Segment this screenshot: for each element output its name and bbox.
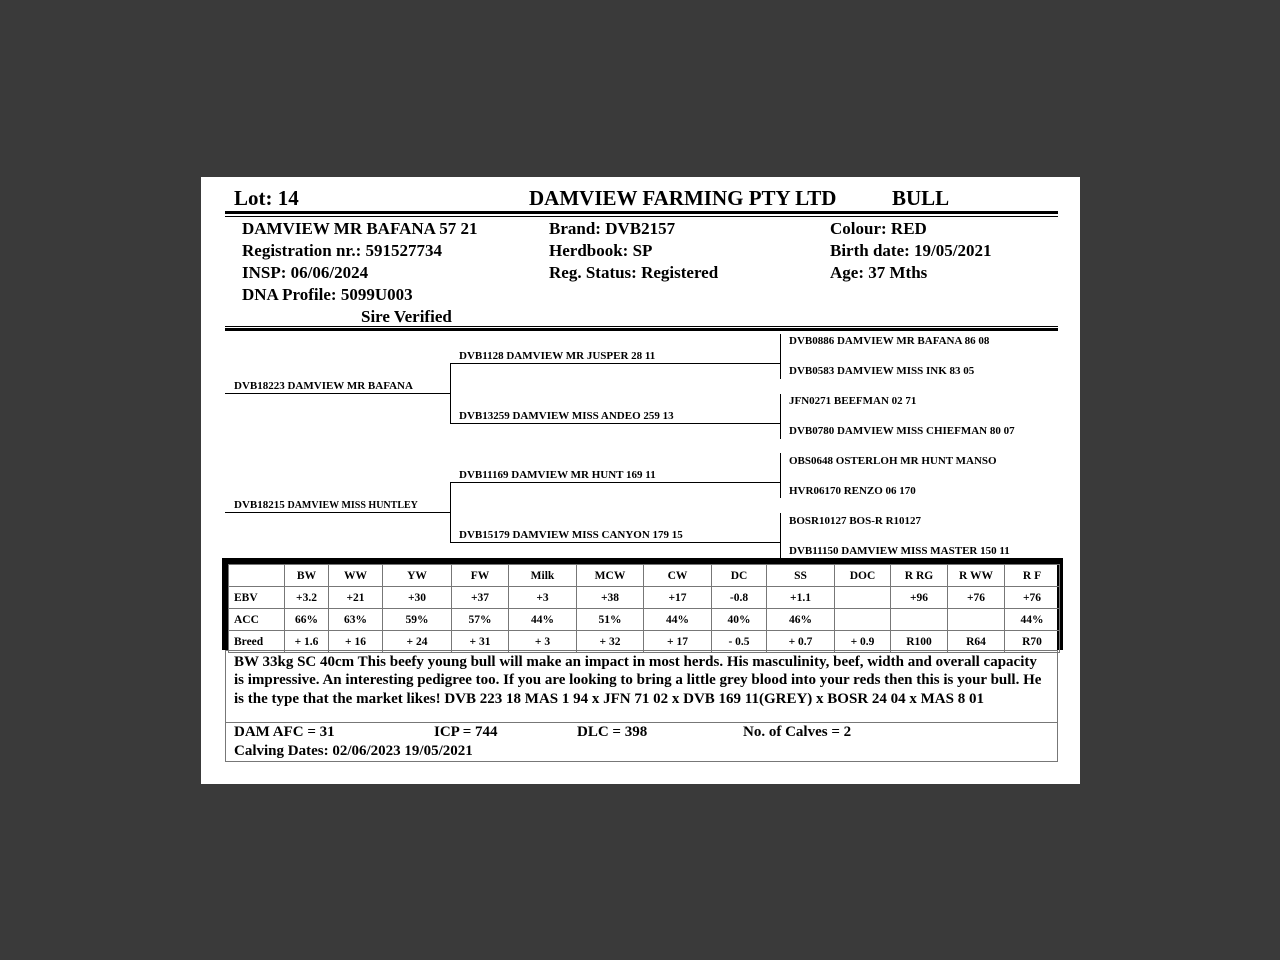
herdbook: Herdbook: SP: [549, 241, 653, 260]
ebv-cell: +1.1: [767, 587, 835, 609]
dd-bracket: [780, 513, 781, 558]
pedigree-dam-dam: DVB15179 DAMVIEW MISS CANYON 179 15: [459, 529, 683, 541]
ebv-cell: + 16: [329, 631, 383, 653]
dd-line: [450, 542, 780, 543]
dam-afc: DAM AFC = 31: [234, 724, 335, 740]
ebv-cell: +21: [329, 587, 383, 609]
pedigree-sire-dam: DVB13259 DAMVIEW MISS ANDEO 259 13: [459, 410, 674, 422]
animal-type: BULL: [892, 186, 950, 210]
ebv-cell: +37: [452, 587, 509, 609]
ebv-cell: + 0.9: [835, 631, 891, 653]
ebv-header-cell: SS: [767, 565, 835, 587]
ebv-cell: 46%: [767, 609, 835, 631]
dna-profile: DNA Profile: 5099U003: [242, 285, 413, 304]
ebv-cell: - 0.5: [712, 631, 767, 653]
pedigree-sire: DVB18223 DAMVIEW MR BAFANA: [234, 380, 413, 392]
pedigree-rule-thick: [225, 328, 1058, 331]
ebv-header-cell: MCW: [577, 565, 644, 587]
ebv-cell: +3: [509, 587, 577, 609]
pedigree-sds: JFN0271 BEEFMAN 02 71: [789, 395, 917, 407]
ebv-header-cell: R RG: [891, 565, 948, 587]
ebv-header-cell: YW: [383, 565, 452, 587]
pedigree-sdd: DVB0780 DAMVIEW MISS CHIEFMAN 80 07: [789, 425, 1015, 437]
ebv-cell: + 3: [509, 631, 577, 653]
animal-name: DAMVIEW MR BAFANA 57 21: [242, 219, 478, 238]
ebv-header-cell: R WW: [948, 565, 1005, 587]
pedigree-sss: DVB0886 DAMVIEW MR BAFANA 86 08: [789, 335, 990, 347]
calving-dates: Calving Dates: 02/06/2023 19/05/2021: [234, 743, 473, 759]
registration-number: Registration nr.: 591527734: [242, 241, 443, 260]
ebv-cell: + 32: [577, 631, 644, 653]
ebv-cell: 59%: [383, 609, 452, 631]
lot-card: [201, 177, 1080, 784]
ebv-table: [228, 564, 1060, 653]
ebv-cell: 44%: [1005, 609, 1060, 631]
pedigree-dss: OBS0648 OSTERLOH MR HUNT MANSO: [789, 455, 997, 467]
pedigree-dds: BOSR10127 BOS-R R10127: [789, 515, 922, 527]
ebv-header-cell: BW: [285, 565, 329, 587]
reg-status: Reg. Status: Registered: [549, 263, 719, 282]
ebv-cell: R100: [891, 631, 948, 653]
ebv-cell: 44%: [509, 609, 577, 631]
ebv-header-cell: DOC: [835, 565, 891, 587]
header-rule-thin: [225, 216, 1058, 217]
ebv-cell: +17: [644, 587, 712, 609]
sd-line: [450, 423, 780, 424]
ebv-cell: +30: [383, 587, 452, 609]
ebv-cell: 57%: [452, 609, 509, 631]
brand: Brand: DVB2157: [549, 219, 676, 238]
ebv-cell: 66%: [285, 609, 329, 631]
ebv-cell: 51%: [577, 609, 644, 631]
dam-stats: [225, 723, 1058, 762]
ebv-cell: + 31: [452, 631, 509, 653]
ebv-cell: -0.8: [712, 587, 767, 609]
dam-bracket: [450, 482, 451, 543]
ebv-header-cell: R F: [1005, 565, 1060, 587]
insp-date: INSP: 06/06/2024: [242, 263, 369, 282]
header-rule-thick: [225, 211, 1058, 214]
number-of-calves: No. of Calves = 2: [743, 724, 852, 740]
ebv-cell: [948, 609, 1005, 631]
ebv-cell: + 1.6: [285, 631, 329, 653]
pedigree-rule-thin: [225, 326, 1058, 327]
ebv-cell: R70: [1005, 631, 1060, 653]
ebv-cell: 44%: [644, 609, 712, 631]
ebv-cell: 63%: [329, 609, 383, 631]
ebv-cell: +3.2: [285, 587, 329, 609]
ebv-cell: + 24: [383, 631, 452, 653]
ebv-cell: [835, 587, 891, 609]
ebv-header-cell: WW: [329, 565, 383, 587]
birth-date: Birth date: 19/05/2021: [830, 241, 992, 260]
sd-bracket: [780, 394, 781, 439]
pedigree-dam: DVB18215 DAMVIEW MISS HUNTLEY: [234, 499, 418, 511]
sire-line: [225, 393, 450, 394]
ebv-header-cell: CW: [644, 565, 712, 587]
sire-bracket: [450, 363, 451, 424]
ebv-header-cell: [229, 565, 285, 587]
ebv-cell: [891, 609, 948, 631]
ds-bracket: [780, 453, 781, 498]
ss-bracket: [780, 334, 781, 379]
icp: ICP = 744: [434, 724, 498, 740]
ebv-row: [229, 609, 1060, 631]
age: Age: 37 Mths: [830, 263, 928, 282]
ss-line: [450, 363, 780, 364]
pedigree-ssd: DVB0583 DAMVIEW MISS INK 83 05: [789, 365, 975, 377]
sire-verified: Sire Verified: [361, 307, 452, 326]
ds-line: [450, 482, 780, 483]
pedigree-dam-sire: DVB11169 DAMVIEW MR HUNT 169 11: [459, 469, 656, 481]
dam-line: [225, 512, 450, 513]
ebv-row: [229, 587, 1060, 609]
ebv-row-label: Breed: [229, 631, 285, 653]
ebv-header-cell: DC: [712, 565, 767, 587]
ebv-cell: R64: [948, 631, 1005, 653]
comments: BW 33kg SC 40cm This beefy young bull will make an impact in most herds. His masculinity, beef, width and overall capacity is impressive. An interesting pedigree too. If you are looking to bring a little grey blood into your reds then this is your bull. He is the type that the market likes! DVB 223 18 MAS 1 94 x JFN 71 02 x DVB 169 11(GREY) x BOSR 24 04 x MAS 8 01: [225, 650, 1058, 723]
dlc: DLC = 398: [577, 724, 648, 740]
ebv-cell: +76: [1005, 587, 1060, 609]
ebv-cell: +38: [577, 587, 644, 609]
pedigree-dsd: HVR06170 RENZO 06 170: [789, 485, 916, 497]
pedigree-sire-sire: DVB1128 DAMVIEW MR JUSPER 28 11: [459, 350, 656, 362]
ebv-row-label: EBV: [229, 587, 285, 609]
ebv-cell: +76: [948, 587, 1005, 609]
ebv-cell: [835, 609, 891, 631]
colour: Colour: RED: [830, 219, 927, 238]
company-name: DAMVIEW FARMING PTY LTD: [529, 186, 837, 210]
ebv-row-label: ACC: [229, 609, 285, 631]
ebv-cell: + 0.7: [767, 631, 835, 653]
pedigree-ddd: DVB11150 DAMVIEW MISS MASTER 150 11: [789, 545, 1010, 557]
ebv-header-cell: FW: [452, 565, 509, 587]
ebv-cell: 40%: [712, 609, 767, 631]
ebv-header-cell: Milk: [509, 565, 577, 587]
ebv-cell: +96: [891, 587, 948, 609]
ebv-cell: + 17: [644, 631, 712, 653]
lot-number: Lot: 14: [234, 186, 299, 210]
